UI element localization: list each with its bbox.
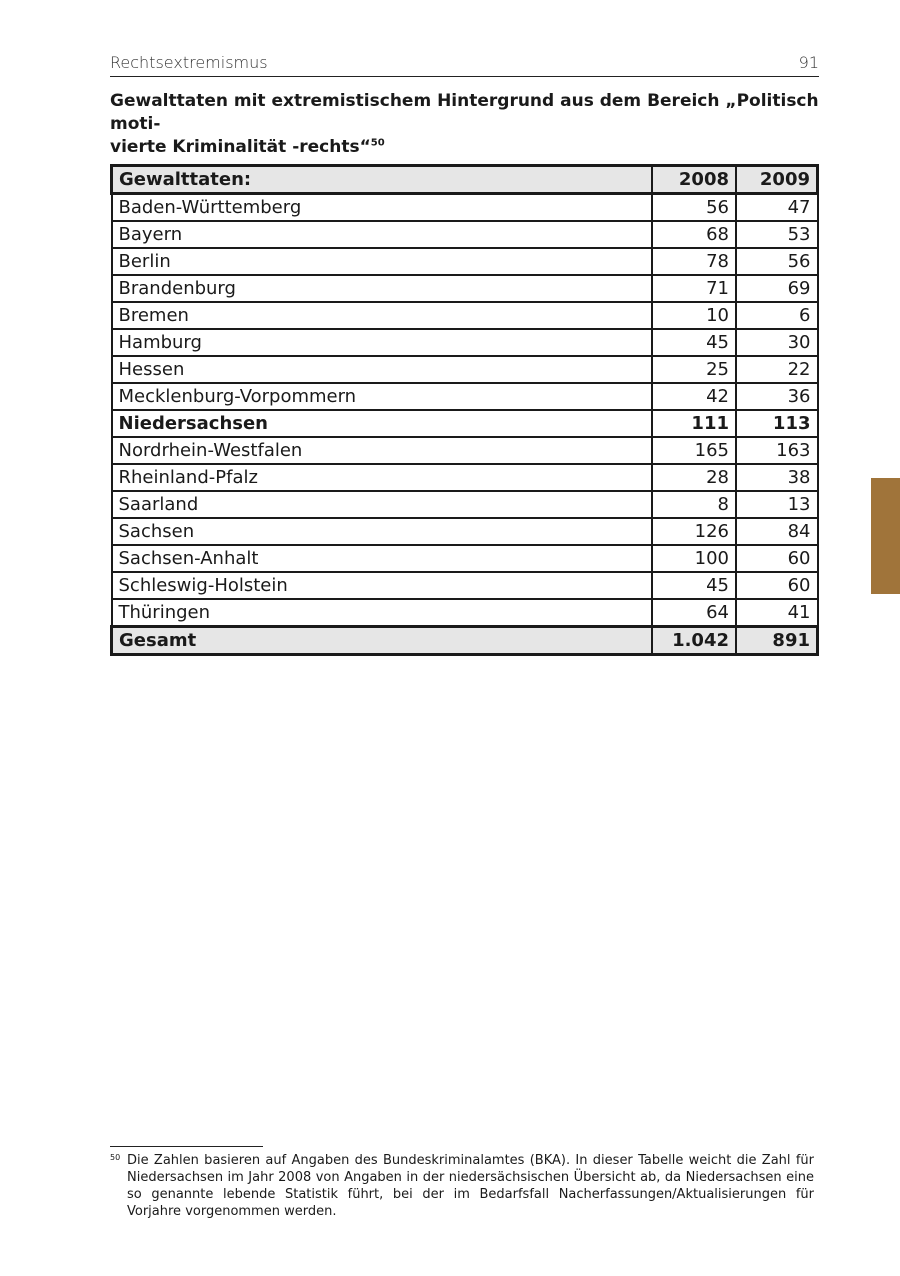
table-row [112, 464, 818, 491]
row-state-name: Hessen [112, 356, 653, 383]
section-title: Rechtsextremismus [110, 53, 268, 72]
chapter-marker-tab [871, 478, 900, 594]
row-state-name: Brandenburg [112, 275, 653, 302]
row-state-name: Rheinland-Pfalz [112, 464, 653, 491]
row-state-name: Berlin [112, 248, 653, 275]
total-label: Gesamt [112, 627, 653, 655]
table-total-row [112, 627, 818, 655]
footnote-mark: 50 [110, 1153, 121, 1162]
row-value-2008: 111 [652, 410, 736, 437]
table-row [112, 221, 818, 248]
row-value-2008: 100 [652, 545, 736, 572]
row-value-2008: 8 [652, 491, 736, 518]
row-value-2009: 56 [736, 248, 818, 275]
running-header [110, 52, 819, 77]
table-row [112, 248, 818, 275]
row-value-2009: 22 [736, 356, 818, 383]
header-category: Gewalttaten: [112, 166, 653, 194]
row-state-name: Mecklenburg-Vorpommern [112, 383, 653, 410]
row-value-2008: 45 [652, 329, 736, 356]
total-2009: 891 [736, 627, 818, 655]
table-row [112, 383, 818, 410]
row-value-2009: 36 [736, 383, 818, 410]
row-value-2008: 56 [652, 194, 736, 222]
row-value-2008: 28 [652, 464, 736, 491]
row-state-name: Thüringen [112, 599, 653, 627]
row-value-2008: 71 [652, 275, 736, 302]
row-state-name: Schleswig-Holstein [112, 572, 653, 599]
row-value-2008: 25 [652, 356, 736, 383]
row-value-2009: 13 [736, 491, 818, 518]
row-value-2009: 41 [736, 599, 818, 627]
footnote-divider [110, 1146, 263, 1147]
table-header-row [112, 166, 818, 194]
row-value-2009: 163 [736, 437, 818, 464]
row-state-name: Sachsen-Anhalt [112, 545, 653, 572]
row-value-2009: 60 [736, 572, 818, 599]
table-title-line1: Gewalttaten mit extremistischem Hintergrund aus dem Bereich „Politisch moti- [110, 91, 819, 134]
row-state-name: Hamburg [112, 329, 653, 356]
row-state-name: Baden-Württemberg [112, 194, 653, 222]
row-state-name: Bayern [112, 221, 653, 248]
table-row [112, 410, 818, 437]
row-value-2009: 69 [736, 275, 818, 302]
table-row [112, 491, 818, 518]
row-value-2008: 45 [652, 572, 736, 599]
table-row [112, 599, 818, 627]
table-row [112, 329, 818, 356]
row-value-2009: 6 [736, 302, 818, 329]
row-value-2008: 42 [652, 383, 736, 410]
page-number: 91 [798, 53, 819, 72]
row-value-2009: 84 [736, 518, 818, 545]
row-state-name: Nordrhein-Westfalen [112, 437, 653, 464]
table-row [112, 437, 818, 464]
row-value-2008: 165 [652, 437, 736, 464]
table-row [112, 356, 818, 383]
row-state-name: Niedersachsen [112, 410, 653, 437]
row-value-2008: 68 [652, 221, 736, 248]
violence-statistics-table [110, 164, 819, 656]
footnote-text: Die Zahlen basieren auf Angaben des Bundeskriminalamtes (BKA). In dieser Tabelle weicht die Zahl für Niedersachsen im Jahr 2008 von Angaben in der niedersächsischen Übersicht ab, da Niedersachsen eine so genannte lebende Statistik führt, bei der im Bedarfsfall Nacherfassungen/Aktualisierungen für Vorjahre vorgenommen werden. [127, 1153, 814, 1219]
row-state-name: Saarland [112, 491, 653, 518]
row-value-2009: 30 [736, 329, 818, 356]
table-row [112, 572, 818, 599]
row-value-2008: 64 [652, 599, 736, 627]
footnote [110, 1152, 814, 1220]
row-value-2008: 78 [652, 248, 736, 275]
table-row [112, 194, 818, 222]
footnote-reference: 50 [370, 137, 385, 149]
row-value-2009: 60 [736, 545, 818, 572]
row-value-2009: 47 [736, 194, 818, 222]
header-year-2008: 2008 [652, 166, 736, 194]
total-2008: 1.042 [652, 627, 736, 655]
row-state-name: Bremen [112, 302, 653, 329]
header-year-2009: 2009 [736, 166, 818, 194]
row-state-name: Sachsen [112, 518, 653, 545]
table-row [112, 302, 818, 329]
table-title-line2: vierte Kriminalität -rechts“ [110, 137, 371, 157]
table-body [112, 194, 818, 627]
table-title [110, 90, 820, 159]
row-value-2009: 38 [736, 464, 818, 491]
row-value-2009: 53 [736, 221, 818, 248]
row-value-2009: 113 [736, 410, 818, 437]
table-row [112, 545, 818, 572]
table-row [112, 518, 818, 545]
table-row [112, 275, 818, 302]
row-value-2008: 10 [652, 302, 736, 329]
row-value-2008: 126 [652, 518, 736, 545]
